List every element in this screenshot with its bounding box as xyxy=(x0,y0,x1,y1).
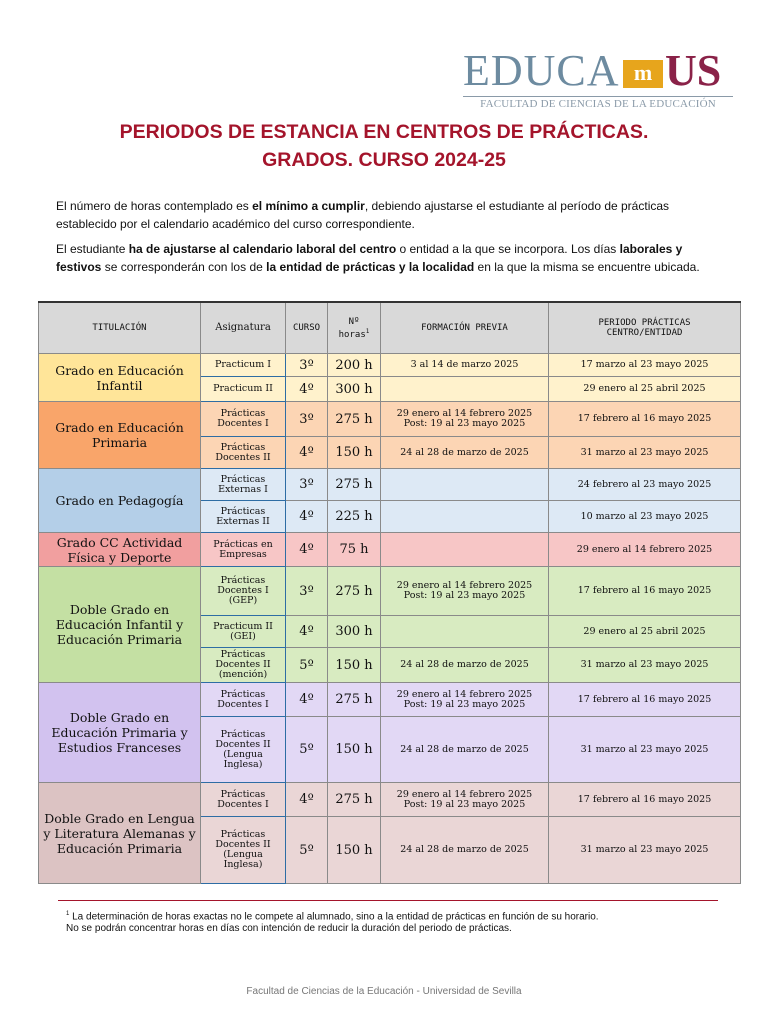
curso-cell: 4º xyxy=(286,501,328,533)
horas-cell: 275 h xyxy=(328,402,381,437)
curso-cell: 5º xyxy=(286,817,328,884)
formacion-line2: Post: 19 al 23 mayo 2025 xyxy=(403,590,526,601)
logo-m-badge: m xyxy=(623,60,663,88)
formacion-line1: 29 enero al 14 febrero 2025 xyxy=(396,580,533,591)
intro-p1-bold: el mínimo a cumplir xyxy=(252,199,365,213)
formacion-cell: 24 al 28 de marzo de 2025 xyxy=(381,437,549,469)
periodo-cell: 29 enero al 25 abril 2025 xyxy=(549,377,741,402)
asignatura-cell: Prácticas Docentes I xyxy=(201,402,286,437)
header-horas xyxy=(328,302,381,354)
periodo-cell: 31 marzo al 23 mayo 2025 xyxy=(549,437,741,469)
horas-cell: 275 h xyxy=(328,469,381,501)
curso-cell: 4º xyxy=(286,377,328,402)
curso-cell: 4º xyxy=(286,533,328,567)
titulacion-cell: Grado CC Actividad Física y Deporte xyxy=(39,533,201,567)
periodo-cell: 17 febrero al 16 mayo 2025 xyxy=(549,567,741,616)
curso-cell: 3º xyxy=(286,354,328,377)
curso-cell: 5º xyxy=(286,648,328,683)
titulacion-cell: Doble Grado en Lengua y Literatura Alemanas y Educación Primaria xyxy=(39,783,201,884)
practicum-periods-table xyxy=(38,301,741,884)
header-horas-footnote-ref: 1 xyxy=(365,327,370,335)
logo-wordmark xyxy=(463,48,733,96)
intro-p1-text-c: , debiendo ajustarse el estudiante al período de prácticas establecido por el calendario académico del curso correspondiente. xyxy=(56,199,670,231)
header-periodo-line2: CENTRO/ENTIDAD xyxy=(606,328,683,338)
horas-cell: 300 h xyxy=(328,377,381,402)
periodo-cell: 10 marzo al 23 mayo 2025 xyxy=(549,501,741,533)
asignatura-cell: Practicum II (GEI) xyxy=(201,616,286,648)
horas-cell: 275 h xyxy=(328,567,381,616)
logo-us-text: US xyxy=(665,46,722,95)
faculty-logo xyxy=(463,48,733,110)
asignatura-cell: Prácticas Docentes I xyxy=(201,683,286,717)
asignatura-cell: Prácticas Docentes II xyxy=(201,437,286,469)
formacion-line1: 29 enero al 14 febrero 2025 xyxy=(396,788,533,800)
horas-cell: 150 h xyxy=(328,437,381,469)
header-formacion: FORMACIÓN PREVIA xyxy=(381,302,549,354)
horas-cell: 275 h xyxy=(328,783,381,817)
asignatura-cell: Prácticas Docentes II (mención) xyxy=(201,648,286,683)
formacion-cell xyxy=(381,533,549,567)
curso-cell: 4º xyxy=(286,437,328,469)
table-row xyxy=(39,533,741,567)
horas-cell: 75 h xyxy=(328,533,381,567)
asignatura-cell: Prácticas Docentes I (GEP) xyxy=(201,567,286,616)
formacion-cell xyxy=(381,377,549,402)
intro-paragraph-2 xyxy=(56,240,724,276)
table-row xyxy=(39,683,741,717)
periodo-cell: 29 enero al 14 febrero 2025 xyxy=(549,533,741,567)
header-asignatura-label: Asignatura xyxy=(215,322,271,333)
formacion-line2: Post: 19 al 23 mayo 2025 xyxy=(403,798,526,810)
curso-cell: 4º xyxy=(286,683,328,717)
header-curso: CURSO xyxy=(286,302,328,354)
footnote-divider xyxy=(58,900,718,901)
periodo-cell: 31 marzo al 23 mayo 2025 xyxy=(549,817,741,884)
formacion-cell: 24 al 28 de marzo de 2025 xyxy=(381,717,549,783)
header-titulacion: TITULACIÓN xyxy=(39,302,201,354)
periodo-cell: 17 marzo al 23 mayo 2025 xyxy=(549,354,741,377)
asignatura-cell: Prácticas en Empresas xyxy=(201,533,286,567)
asignatura-cell: Prácticas Docentes II (Lengua Inglesa) xyxy=(201,817,286,884)
header-horas-label: horas xyxy=(338,329,366,340)
formacion-cell xyxy=(381,469,549,501)
curso-cell: 4º xyxy=(286,783,328,817)
horas-cell: 150 h xyxy=(328,817,381,884)
asignatura-cell: Practicum II xyxy=(201,377,286,402)
footnote-1-text: La determinación de horas exactas no le compete al alumnado, sino a la entidad de prácticas en función de su horario. xyxy=(69,911,599,923)
logo-divider xyxy=(463,96,733,97)
formacion-cell xyxy=(381,683,549,717)
formacion-cell: 24 al 28 de marzo de 2025 xyxy=(381,648,549,683)
periodo-cell: 24 febrero al 23 mayo 2025 xyxy=(549,469,741,501)
page-title-line2: GRADOS. CURSO 2024-25 xyxy=(262,149,506,171)
curso-cell: 4º xyxy=(286,616,328,648)
curso-cell: 5º xyxy=(286,717,328,783)
header-asignatura xyxy=(201,302,286,354)
horas-cell: 225 h xyxy=(328,501,381,533)
formacion-cell xyxy=(381,567,549,616)
formacion-cell: 24 al 28 de marzo de 2025 xyxy=(381,817,549,884)
header-periodo xyxy=(549,302,741,354)
titulacion-cell: Doble Grado en Educación Infantil y Educación Primaria xyxy=(39,567,201,683)
intro-paragraph-1 xyxy=(56,197,724,233)
table-row xyxy=(39,567,741,616)
curso-cell: 3º xyxy=(286,567,328,616)
page-footer: Facultad de Ciencias de la Educación - Universidad de Sevilla xyxy=(246,986,522,997)
table-row xyxy=(39,783,741,817)
asignatura-cell: Prácticas Externas I xyxy=(201,469,286,501)
header-periodo-line1: PERIODO PRÁCTICAS xyxy=(598,318,691,328)
periodo-cell: 29 enero al 25 abril 2025 xyxy=(549,616,741,648)
titulacion-cell: Grado en Pedagogía xyxy=(39,469,201,533)
table-row xyxy=(39,354,741,377)
formacion-cell xyxy=(381,402,549,437)
titulacion-cell: Doble Grado en Educación Primaria y Estudios Franceses xyxy=(39,683,201,783)
logo-educa-text: EDUCA xyxy=(463,46,620,95)
intro-p1-text-a: El número de horas contemplado es xyxy=(56,199,253,213)
formacion-line2: Post: 19 al 23 mayo 2025 xyxy=(403,418,526,429)
asignatura-cell: Prácticas Docentes I xyxy=(201,783,286,817)
horas-cell: 150 h xyxy=(328,717,381,783)
titulacion-cell: Grado en Educación Primaria xyxy=(39,402,201,469)
formacion-cell xyxy=(381,783,549,817)
formacion-cell xyxy=(381,616,549,648)
asignatura-cell: Prácticas Docentes II (Lengua Inglesa) xyxy=(201,717,286,783)
curso-cell: 3º xyxy=(286,469,328,501)
logo-subtitle: FACULTAD DE CIENCIAS DE LA EDUCACIÓN xyxy=(480,98,716,110)
formacion-line1: 29 enero al 14 febrero 2025 xyxy=(396,688,533,700)
intro-p2-bold-2: laborales y festivos xyxy=(56,242,683,274)
intro-p2-text-e: se corresponderán con los de xyxy=(101,260,267,274)
horas-cell: 300 h xyxy=(328,616,381,648)
footnote-1-marker: 1 xyxy=(66,911,70,917)
formacion-cell xyxy=(381,501,549,533)
page-title-line1: PERIODOS DE ESTANCIA EN CENTROS DE PRÁCTICAS. xyxy=(119,121,649,143)
horas-cell: 150 h xyxy=(328,648,381,683)
intro-p2-text-g: en la que la misma se encuentre ubicada. xyxy=(474,260,700,274)
intro-p2-bold-1: ha de ajustarse al calendario laboral del centro xyxy=(128,242,397,256)
horas-cell: 200 h xyxy=(328,354,381,377)
periodo-cell: 17 febrero al 16 mayo 2025 xyxy=(549,402,741,437)
intro-p2-bold-3: la entidad de prácticas y la localidad xyxy=(266,260,475,274)
table-row xyxy=(39,469,741,501)
periodo-cell: 31 marzo al 23 mayo 2025 xyxy=(549,648,741,683)
table-header-row xyxy=(39,302,741,354)
titulacion-cell: Grado en Educación Infantil xyxy=(39,354,201,402)
formacion-line2: Post: 19 al 23 mayo 2025 xyxy=(403,698,526,710)
periodo-cell: 17 febrero al 16 mayo 2025 xyxy=(549,783,741,817)
formacion-line1: 29 enero al 14 febrero 2025 xyxy=(396,408,533,419)
curso-cell: 3º xyxy=(286,402,328,437)
asignatura-cell: Practicum I xyxy=(201,354,286,377)
periodo-cell: 17 febrero al 16 mayo 2025 xyxy=(549,683,741,717)
formacion-cell: 3 al 14 de marzo 2025 xyxy=(381,354,549,377)
intro-p2-text-a: El estudiante xyxy=(56,242,129,256)
periodo-cell: 31 marzo al 23 mayo 2025 xyxy=(549,717,741,783)
header-horas-n: Nº xyxy=(348,316,360,327)
footnote-2: No se podrán concentrar horas en días con intención de reducir la duración del periodo de prácticas. xyxy=(66,923,512,934)
asignatura-cell: Prácticas Externas II xyxy=(201,501,286,533)
horas-cell: 275 h xyxy=(328,683,381,717)
table-row xyxy=(39,402,741,437)
intro-p2-text-c: o entidad a la que se incorpora. Los días xyxy=(396,242,620,256)
